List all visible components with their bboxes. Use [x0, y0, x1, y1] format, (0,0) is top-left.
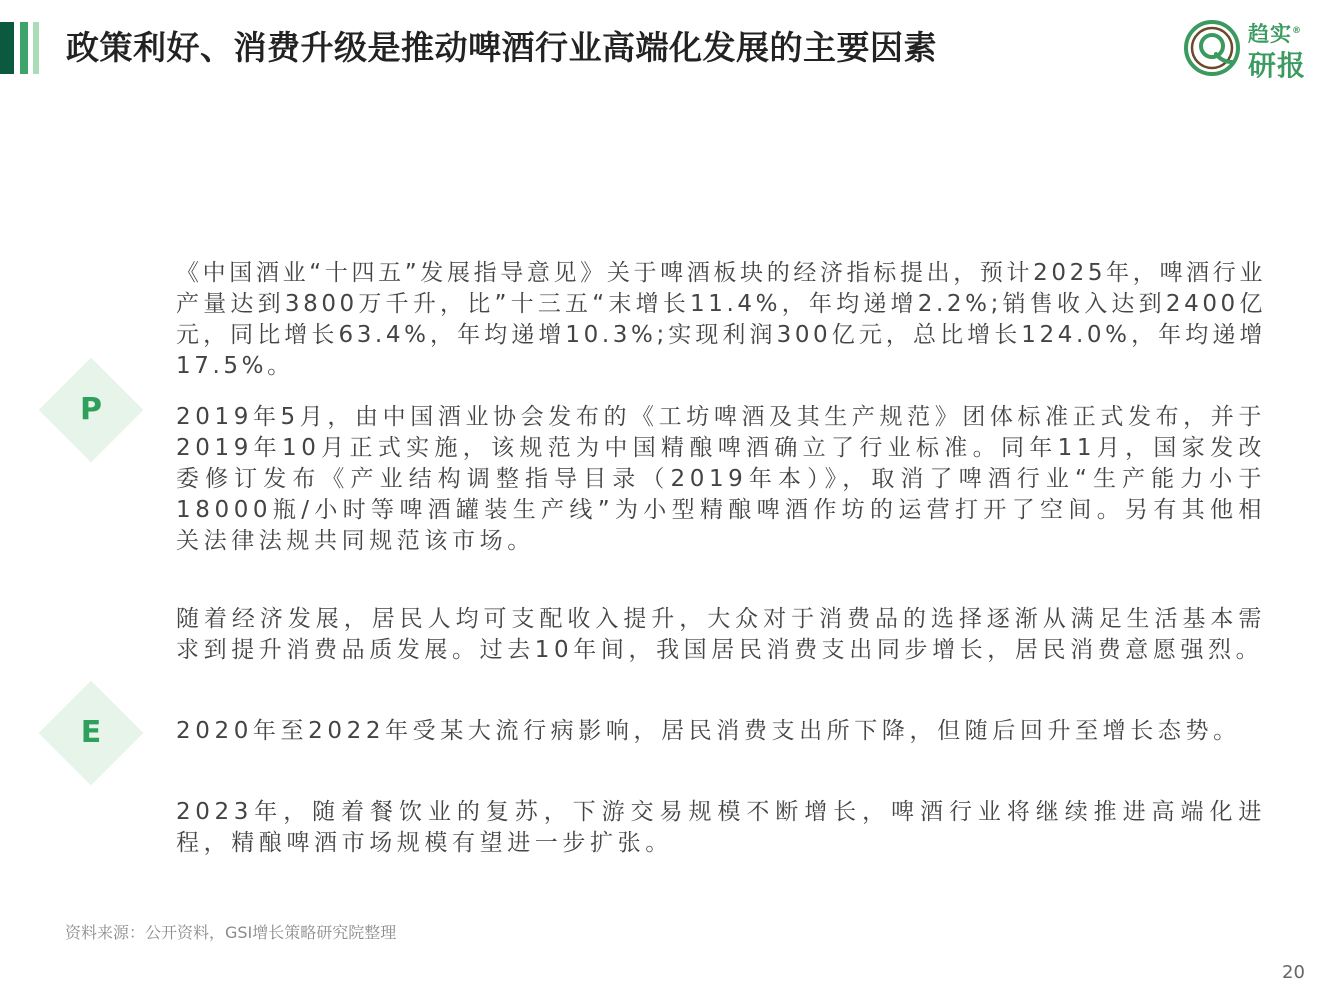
header-accent-bar-light: [33, 22, 39, 74]
policy-paragraph-1: 《中国酒业“十四五”发展指导意见》关于啤酒板块的经济指标提出，预计2025年，啤酒行业产量达到3800万千升，比”十三五“末增长11.4%，年均递增2.2%;销售收入达到2400亿元，同比增长63.4%，年均递增10.3%;实现利润300亿元，总比增长124.0%，年均递增17.5%。: [176, 260, 1266, 379]
header-accent-bar-medium: [20, 22, 28, 74]
economy-paragraph-3: 2023年，随着餐饮业的复苏，下游交易规模不断增长，啤酒行业将继续推进高端化进程，精酿啤酒市场规模有望进一步扩张。: [176, 799, 1266, 856]
page-number: 20: [1282, 962, 1305, 983]
header-accent-bar-dark: [0, 22, 14, 74]
economy-paragraph-1: 随着经济发展，居民人均可支配收入提升，大众对于消费品的选择逐渐从满足生活基本需求到提升消费品质发展。过去10年间，我国居民消费支出同步增长，居民消费意愿强烈。: [176, 606, 1266, 663]
policy-paragraph-2: 2019年5月，由中国酒业协会发布的《工坊啤酒及其生产规范》团体标准正式发布，并于2019年10月正式实施，该规范为中国精酿啤酒确立了行业标准。同年11月，国家发改委修订发布《产业结构调整指导目录（2019年本）》，取消了啤酒行业“生产能力小于18000瓶/小时等啤酒罐装生产线”为小型精酿啤酒作坊的运营打开了空间。另有其他相关法律法规共同规范该市场。: [176, 404, 1266, 554]
brand-logo: [1182, 14, 1322, 80]
source-note: 资料来源：公开资料，GSI增长策略研究院整理: [65, 923, 397, 942]
policy-badge-letter: P: [80, 392, 102, 427]
registered-mark-icon: ®: [1292, 26, 1302, 36]
logo-text-top: 趋实: [1248, 22, 1292, 46]
policy-badge: [38, 357, 144, 463]
economy-badge: [38, 680, 144, 786]
page-title: 政策利好、消费升级是推动啤酒行业高端化发展的主要因素: [66, 28, 937, 67]
economy-paragraph-2: 2020年至2022年受某大流行病影响，居民消费支出所下降，但随后回升至增长态势。: [176, 718, 1241, 744]
logo-text-bottom: 研报: [1248, 49, 1307, 82]
economy-badge-letter: E: [80, 715, 102, 750]
q-ring-logo-icon: [1182, 18, 1242, 78]
